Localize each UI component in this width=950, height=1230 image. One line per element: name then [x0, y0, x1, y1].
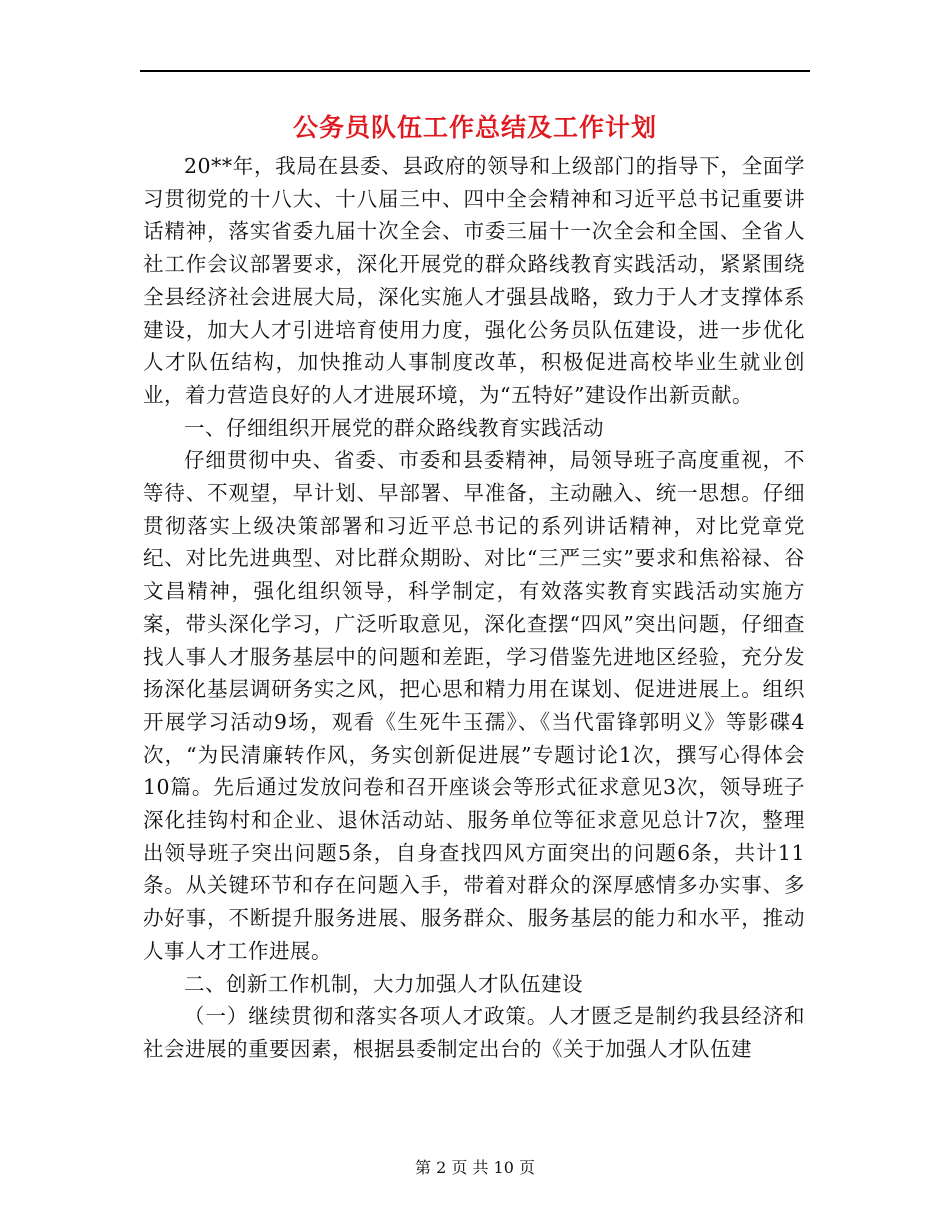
paragraph-intro: 20**年，我局在县委、县政府的领导和上级部门的指导下，全面学习贯彻党的十八大、十八届三中、四中全会精神和习近平总书记重要讲话精神，落实省委九届十次全会、市委三届十一次全会和全国、全省人社工作会议部署要求，深化开展党的群众路线教育实践活动，紧紧围绕全县经济社会进展大局，深化实施人才强县战略，致力于人才支撑体系建设，加大人才引进培育使用力度，强化公务员队伍建设，进一步优化人才队伍结构，加快推动人事制度改革，积极促进高校毕业生就业创业，着力营造良好的人才进展环境，为“五特好”建设作出新贡献。	[143, 154, 805, 407]
paragraph-section-2-1: （一）继续贯彻和落实各项人才政策。人才匮乏是制约我县经济和社会进展的重要因素，根据县委制定出台的《关于加强人才队伍建	[143, 1004, 805, 1061]
document-body	[143, 150, 805, 1066]
heading-section-1: 一、仔细组织开展党的群众路线教育实践活动	[184, 415, 604, 440]
page-number-footer: 第 2 页 共 10 页	[415, 1158, 535, 1177]
heading-section-2: 二、创新工作机制，大力加强人才队伍建设	[184, 971, 583, 996]
paragraph-section-1: 仔细贯彻中央、省委、市委和县委精神，局领导班子高度重视，不等待、不观望，早计划、早部署、早准备，主动融入、统一思想。仔细贯彻落实上级决策部署和习近平总书记的系列讲话精神，对比党章党纪、对比先进典型、对比群众期盼、对比“三严三实”要求和焦裕禄、谷文昌精神，强化组织领导，科学制定，有效落实教育实践活动实施方案，带头深化学习，广泛听取意见，深化查摆“四风”突出问题，仔细查找人事人才服务基层中的问题和差距，学习借鉴先进地区经验，充分发扬深化基层调研务实之风，把心思和精力用在谋划、促进进展上。组织开展学习活动9场，观看《生死牛玉孺》、《当代雷锋郭明义》等影碟4次，“为民清廉转作风，务实创新促进展”专题讨论1次，撰写心得体会10篇。先后通过发放问卷和召开座谈会等形式征求意见3次，领导班子深化挂钩村和企业、退休活动站、服务单位等征求意见总计7次，整理出领导班子突出问题5条，自身查找四风方面突出的问题6条，共计11条。从关键环节和存在问题入手，带着对群众的深厚感情多办实事、多办好事，不断提升服务进展、服务群众、服务基层的能力和水平，推动人事人才工作进展。	[143, 448, 805, 963]
document-title: 公务员队伍工作总结及工作计划	[292, 113, 657, 142]
header-rule	[140, 70, 810, 72]
